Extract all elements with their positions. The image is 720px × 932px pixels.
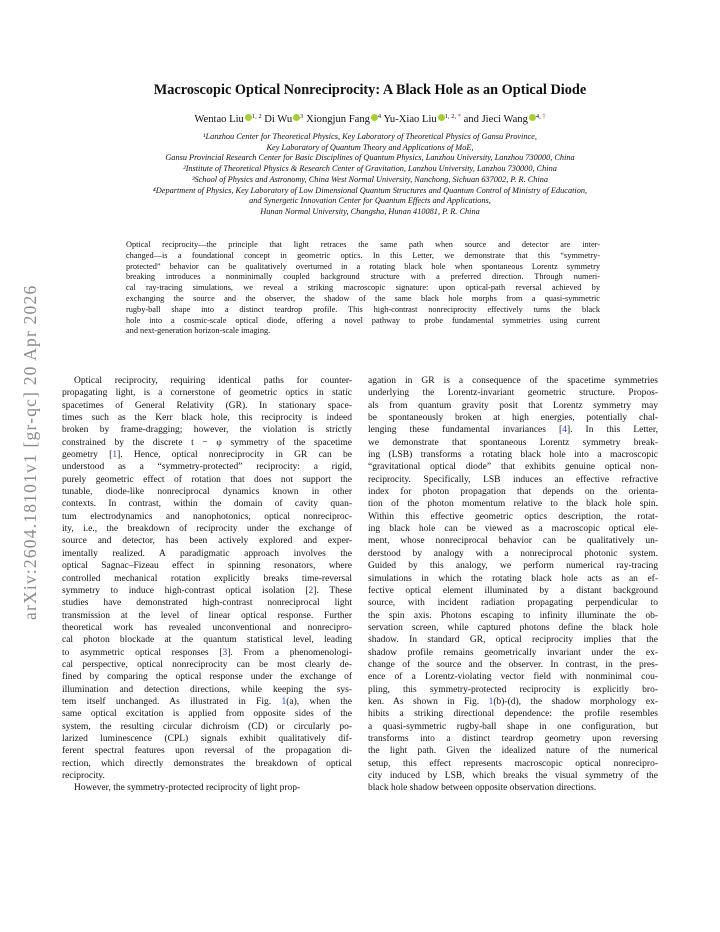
body-text-line: derstood by analogy with a nonreciprocal photonic system.	[368, 548, 658, 559]
body-text-line: same optical excitation is applied from opposite sides of the	[62, 709, 352, 720]
affiliations	[60, 132, 680, 218]
affiliation-line: Gansu Provincial Research Center for Basic Disciplines of Quantum Physics, Lanzhou University, Lanzhou 730000, China	[165, 153, 575, 163]
body-text-line: shadow profile remains geometrically invariant under the ex-	[368, 647, 658, 658]
abstract-line: and next-generation horizon-scale imaging.	[126, 326, 271, 336]
body-text-line: Optical reciprocity, requiring identical paths for counter-	[74, 376, 352, 386]
body-text-line: symmetry to induce high-contrast optical isolation [2]. These	[62, 585, 352, 596]
body-text-line: be spontaneously broken at high energies, potentially chal-	[368, 413, 658, 424]
body-text-line: servation screen, while captured photons define the black hole	[368, 622, 658, 633]
body-text-line: Guided by this analogy, we perform numerical ray-tracing	[368, 561, 658, 572]
body-text-line: source, with incident radiation propagating perpendicular to	[368, 598, 658, 609]
body-text-line: purely geometric effect of rotation that does not support the	[62, 474, 352, 485]
body-text-line: tem itself unchanged. As illustrated in Fig. 1(a), when the	[62, 696, 352, 707]
body-text-line: “gravitational optical diode” that exhibits genuine optical non-	[368, 462, 658, 473]
author-list	[80, 114, 660, 125]
footnote-mark[interactable]: †	[542, 113, 546, 120]
author[interactable]: Di Wu $^3$	[264, 113, 304, 125]
citation-link[interactable]: 1	[112, 450, 118, 461]
body-text-line: studies have demonstrated high-contrast nonreciprocal light	[62, 598, 352, 609]
affiliation-line: ²Institute of Theoretical Physics & Research Center of Gravitation, Lanzhou University, Lanzhou 730000, China	[183, 164, 557, 174]
author[interactable]: Jieci Wang $^{4, \dagger}$	[481, 113, 546, 125]
body-text-line: source and detector, has been actively explored and exper-	[62, 536, 352, 547]
body-text-line: cal photon blockade at the quantum statistical level, leading	[62, 635, 352, 646]
body-text-line: rection, which directly demonstrates the breakdown of optical	[62, 758, 352, 769]
body-text-line: shadow. In standard GR, optical reciprocity implies that the	[368, 635, 658, 646]
body-text-line: transmission at the level of linear optical response. Further	[62, 610, 352, 621]
body-text-line: change of the source and the observer. In contrast, in the pres-	[368, 659, 658, 670]
figure-link[interactable]: 1	[488, 696, 494, 707]
body-text-line: broken by frame-dragging; however, the violation is strictly	[62, 425, 352, 436]
body-text-line: als from quantum gravity posit that Lorentz symmetry may	[368, 400, 658, 411]
orcid-icon[interactable]	[245, 114, 252, 121]
body-text-line: times such as the Kerr black hole, this reciprocity is indeed	[62, 413, 352, 424]
body-text-line: ing (LSB) transforms a rotating black hole into a macroscopic	[368, 450, 658, 461]
body-text-line: understood as a “symmetry-protected” reciprocity: a rigid,	[62, 462, 352, 473]
body-text-line: the spin axis. Photons escaping to infinity illuminate the ob-	[368, 610, 658, 621]
author-conjunction: and	[463, 114, 479, 125]
author[interactable]: Wentao Liu $^{1, 2}$	[194, 113, 262, 125]
body-text-line: spacetimes of General Relativity (GR). In stationary space-	[62, 400, 352, 411]
body-text-line: constrained by the discrete t − φ symmetry of the spacetime	[62, 437, 352, 448]
abstract-line: cal ray-tracing simulations, we reveal a striking macroscopic signature: upon optical-path reversal achieved by	[126, 283, 600, 293]
body-text-line: geometry [1]. Hence, optical nonreciprocity in GR can be	[62, 450, 352, 461]
abstract-line: changed—is a foundational concept in geometric optics. In this Letter, we demonstrate that this “symmetry-	[126, 250, 600, 260]
body-text-line: larized luminescence (CPL) signals exhibit qualitatively dif-	[62, 733, 352, 744]
paper-title: Macroscopic Optical Nonreciprocity: A Black Hole as an Optical Diode	[153, 82, 587, 98]
footnote-mark[interactable]: *	[457, 113, 461, 120]
author[interactable]: Xiongjun Fang $^4$	[306, 113, 382, 125]
body-text-line: fective optical element illuminated by a distant background	[368, 585, 658, 596]
author[interactable]: Yu-Xiao Liu $^{1, 2, *}$	[383, 113, 461, 125]
body-text-line: theoretical work has revealed unconventional and nonrecipro-	[62, 622, 352, 633]
body-text-line: cal perspective, optical nonreciprocity can be most clearly de-	[62, 659, 352, 670]
citation-link[interactable]: 3	[222, 647, 228, 658]
body-text-line: ity, i.e., the breakdown of reciprocity under the exchange of	[62, 524, 352, 535]
affiliation-line: ³School of Physics and Astronomy, China West Normal University, Nanchong, Sichuan 637002, P. R. China	[191, 174, 549, 184]
body-text-line: fined by comparing the optical response under the exchange of	[62, 672, 352, 683]
body-text-line: tum electrodynamics and nanophotonics, optical nonreciproc-	[62, 511, 352, 522]
body-text-line: reciprocity. Specifically, LSB induces an effective refractive	[368, 474, 658, 485]
abstract-line: protected” behavior can be qualitatively overturned in a rotating black hole when spontaneous Lorentz symmetry	[126, 261, 600, 271]
body-text-line: pling, this symmetry-protected reciprocity is explicitly bro-	[368, 684, 658, 695]
body-text-line: a quasi-symmetric rugby-ball shape in one configuration, but	[368, 721, 658, 732]
body-text-line: tion of the photon momentum relative to the black hole spin.	[368, 499, 658, 510]
abstract-line: exchanging the source and the observer, the shadow of the same black hole morphs from a quasi-symmetric	[126, 293, 600, 303]
body-text-line: setup, this effect represents macroscopic optical nonrecipro-	[368, 758, 658, 769]
orcid-icon[interactable]	[438, 114, 445, 121]
abstract-line: rugby-ball shape into a distinct teardrop profile. This high-contrast nonreciprocity effectively turns the black	[126, 304, 600, 314]
body-text-line: contexts. In contrast, within the domain of cavity quan-	[62, 499, 352, 510]
body-right-column	[368, 375, 658, 795]
affiliation-line: ⁴Department of Physics, Key Laboratory of Low Dimensional Quantum Structures and Quantum Control of Ministry of Education,	[152, 185, 588, 195]
body-text-line: underlying the Lorentz-invariant geometric structure. Propos-	[368, 388, 658, 399]
body-text-line: transforms into a distinct teardrop geometry upon reversing	[368, 733, 658, 744]
body-text-line: simulations in which the rotating black hole acts as an ef-	[368, 573, 658, 584]
figure-link[interactable]: 1	[281, 696, 287, 707]
body-text-line: we demonstrate that spontaneous Lorentz symmetry break-	[368, 437, 658, 448]
body-text-line: imentally realized. A paradigmatic approach involves the	[62, 548, 352, 559]
body-text-line: lenging these fundamental invariances [4]. In this Letter,	[368, 425, 658, 436]
body-text-line: controlled mechanical rotation explicitly breaks time-reversal	[62, 573, 352, 584]
affiliation-line: Hunan Normal University, Changsha, Hunan 410081, P. R. China	[260, 206, 480, 216]
abstract-line: Optical reciprocity—the principle that light retraces the same path when source and detector are inter-	[126, 240, 600, 249]
body-text-line: ence of a Lorentz-violating vector field with nonminimal cou-	[368, 672, 658, 683]
body-text-line: propagating light, is a cornerstone of geometric optics in static	[62, 388, 352, 399]
affiliation-line: Key Laboratory of Quantum Theory and Applications of MoE,	[266, 142, 474, 152]
body-text-line: index for photon propagation that depends on the orienta-	[368, 487, 658, 498]
abstract	[126, 240, 600, 337]
body-text-line: reciprocity.	[62, 771, 105, 781]
body-text-line: black hole shadow between opposite observation directions.	[368, 783, 597, 794]
orcid-icon[interactable]	[371, 114, 378, 121]
affiliation-line: ¹Lanzhou Center for Theoretical Physics, Key Laboratory of Theoretical Physics of Gansu Province,	[203, 132, 537, 141]
arxiv-identifier-stamp: arXiv:2604.18101v1 [gr-qc] 20 Apr 2026	[20, 284, 40, 620]
body-text-line: tunable, diode-like nonreciprocal dynamics known in other	[62, 487, 352, 498]
citation-link[interactable]: 2	[308, 585, 314, 596]
body-text-line: the light path. Given the idealized nature of the numerical	[368, 746, 658, 757]
orcid-icon[interactable]	[529, 114, 536, 121]
abstract-line: breaking introduces a nonminimally coupled background structure with a preferred direction. Through numeri-	[126, 272, 600, 282]
body-text-line: hibits a striking directional dependence: the profile resembles	[368, 709, 658, 720]
body-text-line: ferent spectral features upon reversal of the propagation di-	[62, 746, 352, 757]
affiliation-line: and Synergetic Innovation Center for Quantum Effects and Applications,	[249, 196, 491, 206]
body-text-line: Within this effective geometric optics description, the rotat-	[368, 511, 658, 522]
body-text-line: to asymmetric optical responses [3]. From a phenomenologi-	[62, 647, 352, 658]
citation-link[interactable]: 4	[562, 425, 567, 436]
body-text-line: ment, whose nonreciprocal behavior can be qualitatively un-	[368, 536, 658, 547]
body-text-line: agation in GR is a consequence of the spacetime symmetries	[368, 376, 658, 386]
body-text-line: optical Sagnac–Fizeau effect in spinning resonators, where	[62, 561, 352, 572]
body-text-line: However, the symmetry-protected reciprocity of light prop-	[74, 783, 301, 794]
body-text-line: city induced by LSB, which breaks the visual symmetry of the	[368, 771, 658, 781]
body-text-line: ing black hole can be viewed as a macroscopic optical ele-	[368, 524, 658, 535]
body-text-line: system, the resulting circular dichroism (CD) or circularly po-	[62, 721, 352, 732]
body-text-line: illumination and detection directions, while keeping the sys-	[62, 684, 352, 695]
body-left-column	[62, 375, 352, 795]
body-text-line: ken. As shown in Fig. 1(b)-(d), the shadow morphology ex-	[368, 696, 658, 707]
abstract-line: hole into a cosmic-scale optical diode, offering a novel pathway to probe fundamental symmetries using current	[126, 315, 600, 325]
